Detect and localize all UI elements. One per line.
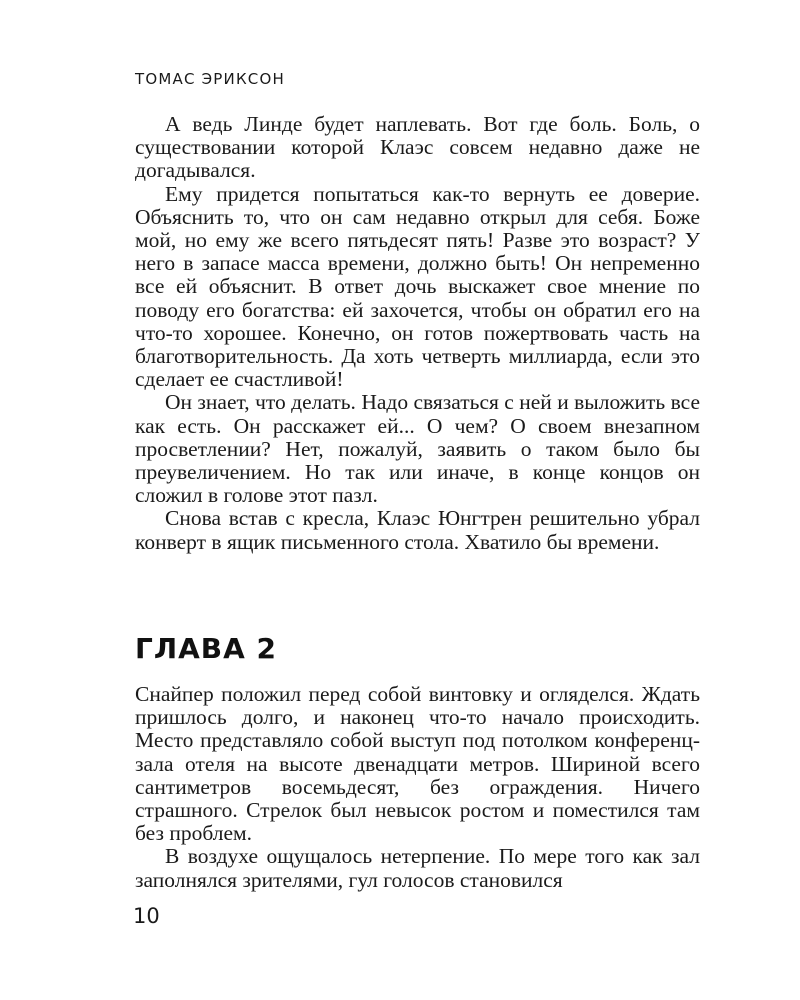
chapter-title: ГЛАВА 2 — [135, 632, 278, 665]
paragraph: А ведь Линде будет наплевать. Вот где боль. Боль, о существовании которой Клаэс совсем недавно даже не догадывался. — [135, 112, 700, 183]
paragraph: Ему придется попытаться как-то вернуть ее доверие. Объяснить то, что он сам недавно открыл для себя. Боже мой, но ему же всего пятьдесят пять! Разве это возраст? У него в запасе масса времени, должно быть! Он непременно все ей объяснит. В ответ дочь выскажет свое мнение по поводу его богатства: ей захочется, чтобы он обратил его на что-то хорошее. Конечно, он готов пожертвовать часть на благотворительность. Да хоть четверть миллиарда, если это сделает ее счастливой! — [135, 181, 700, 392]
paragraph: Снайпер положил перед собой винтовку и огляделся. Ждать пришлось долго, и наконец что-то начало происходить. Место представляло собой выступ под потолком конференц-зала отеля на высоте двенадцати метров. Шириной всего сантиметров восемьдесят, без ограждения. Ничего страшного. Стрелок был невысок ростом и поместился там без проблем. — [135, 682, 700, 846]
paragraph: Снова встав с кресла, Клаэс Юнгтрен решительно убрал конверт в ящик письменного стола. Хватило бы времени. — [135, 506, 700, 554]
text-block-bottom — [135, 683, 700, 892]
paragraph: В воздухе ощущалось нетерпение. По мере того как зал заполнялся зрителями, гул голосов становился — [135, 844, 700, 892]
running-head: ТОМАС ЭРИКСОН — [135, 70, 285, 88]
text-block-top — [135, 113, 700, 554]
paragraph: Он знает, что делать. Надо связаться с ней и выложить все как есть. Он расскажет ей... О чем? О своем внезапном просветлении? Нет, пожалуй, заявить о таком было бы преувеличением. Но так или иначе, в конце концов он сложил в голове этот пазл. — [135, 390, 700, 508]
page-number: 10 — [133, 904, 160, 928]
